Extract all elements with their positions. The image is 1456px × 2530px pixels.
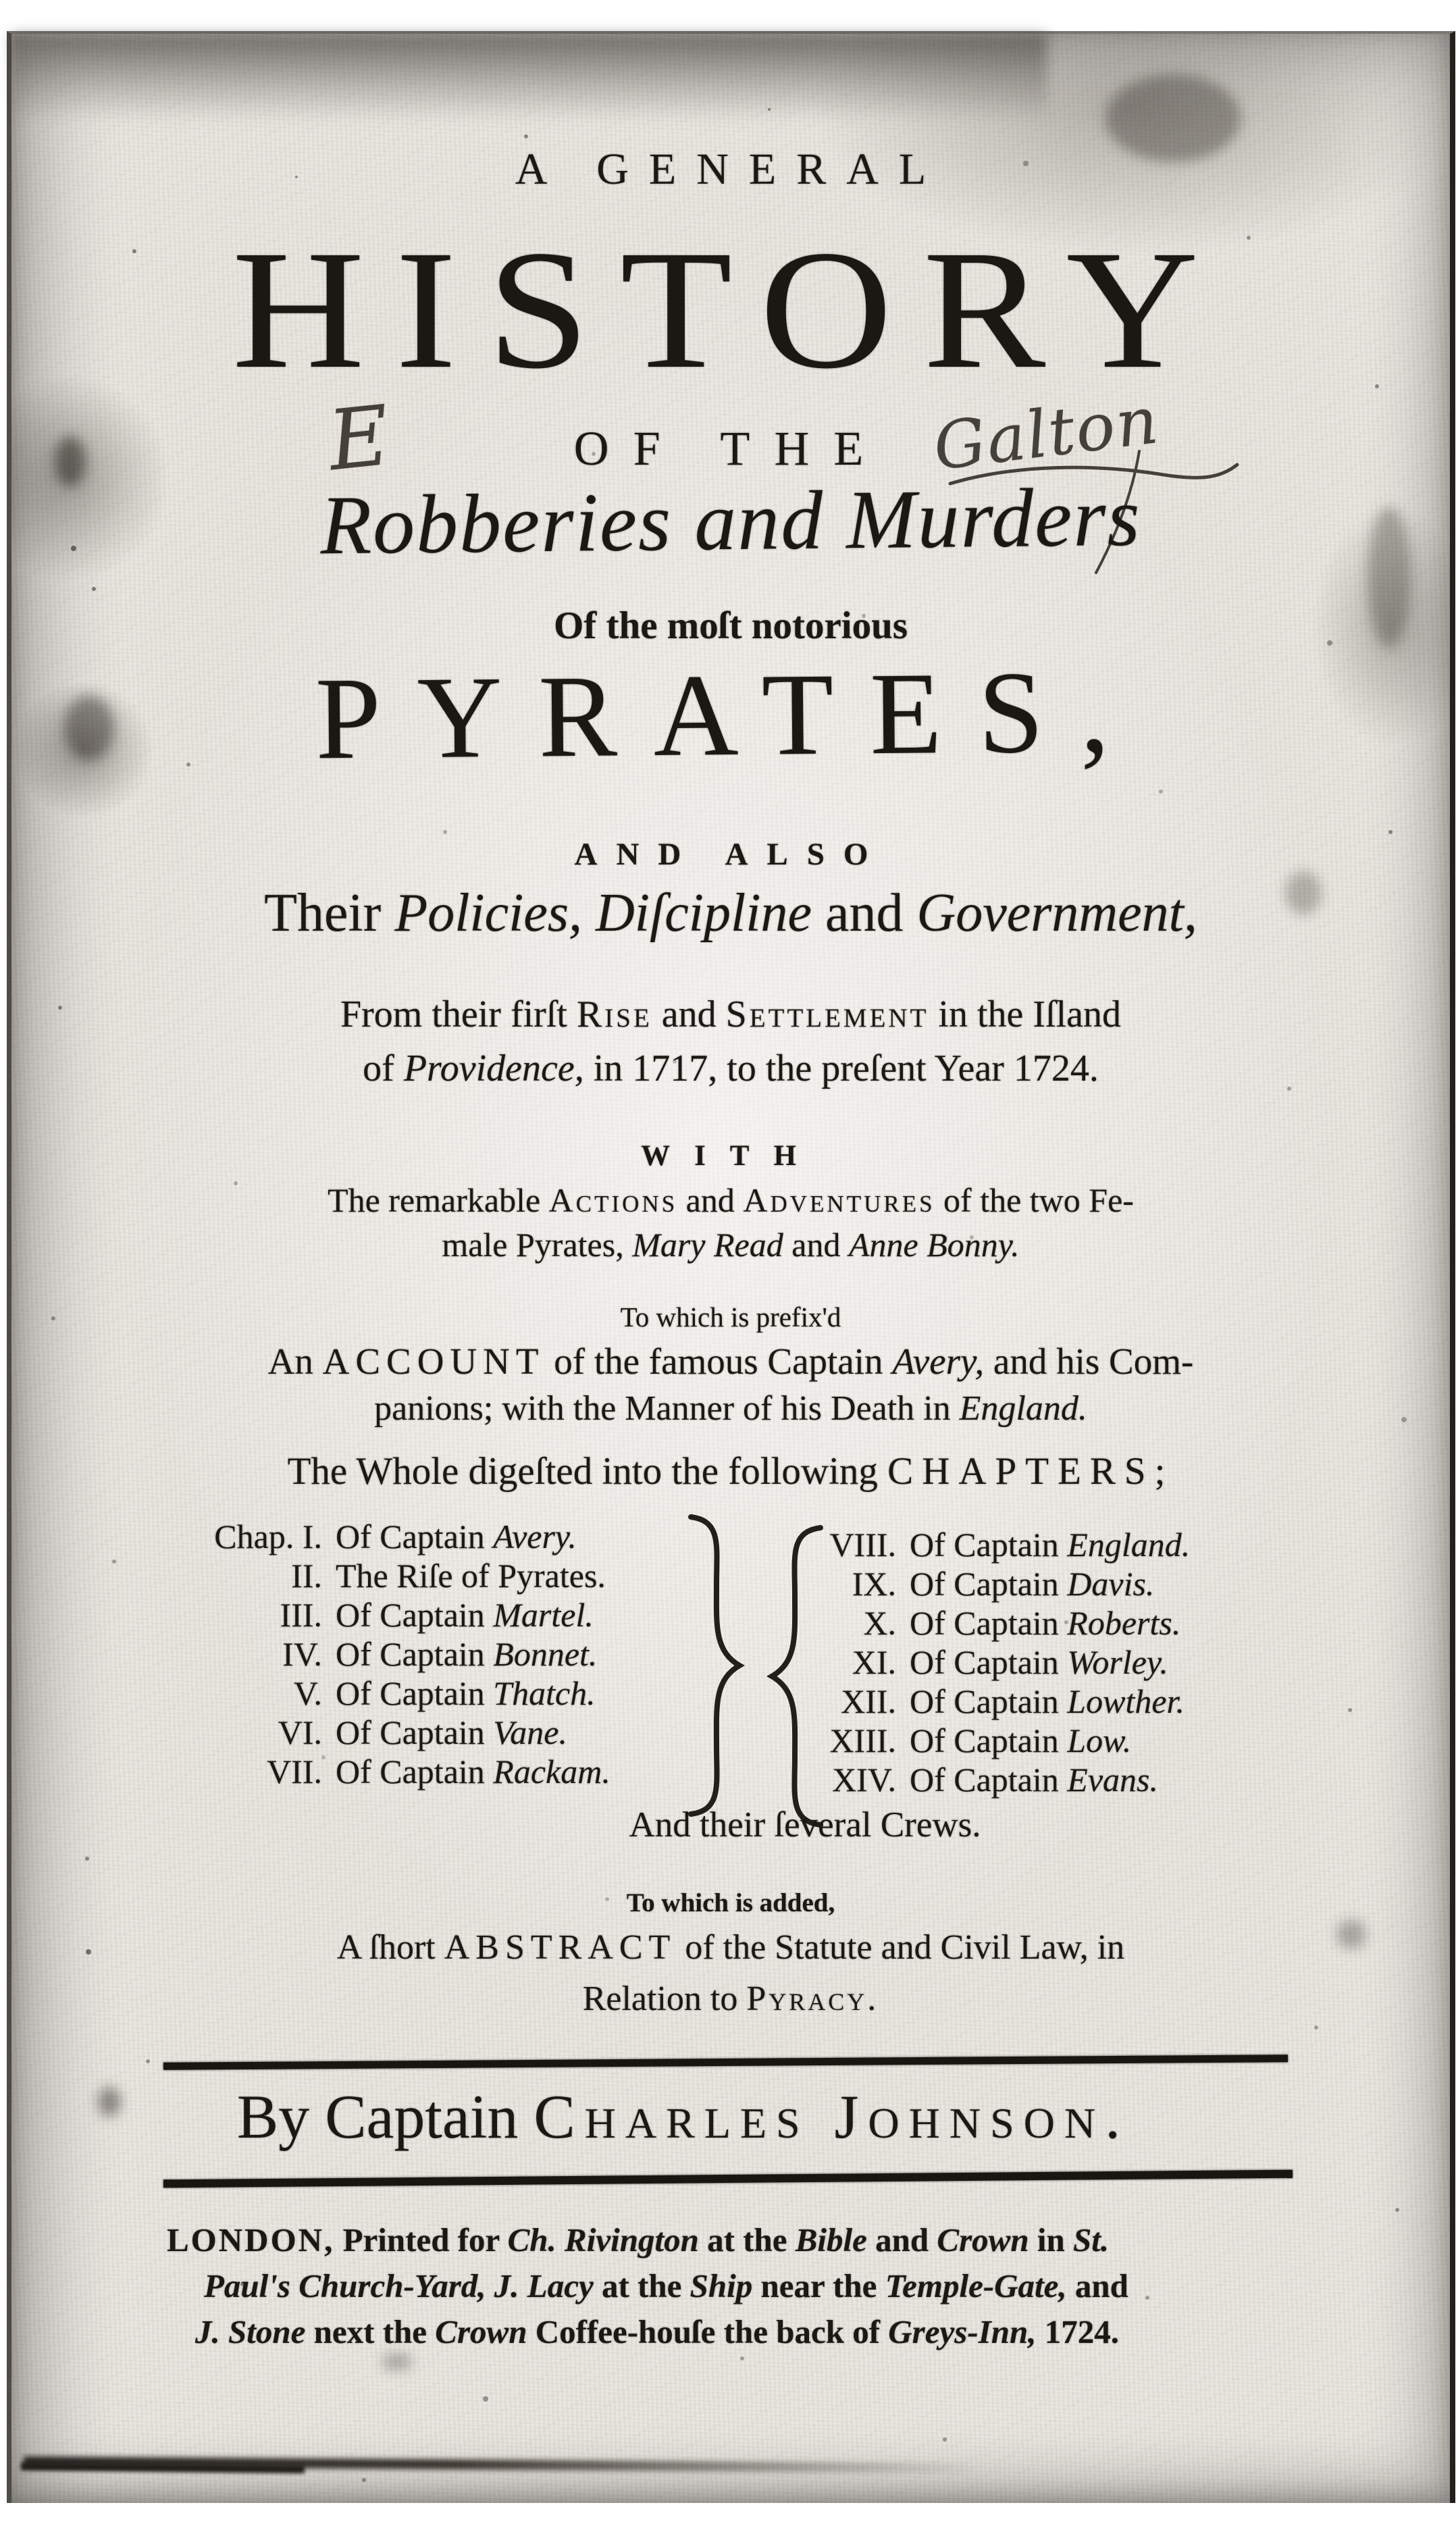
chapter-title — [910, 1525, 1190, 1564]
chapter-number: XIII. — [829, 1722, 896, 1759]
providence-italic: Providence, — [403, 1048, 584, 1089]
chapter-list-left — [165, 1517, 685, 1791]
chapter-text: Of Captain — [910, 1722, 1068, 1759]
captain-name-italic: Davis. — [1067, 1565, 1155, 1603]
chapter-row — [165, 1674, 685, 1713]
remarkable-line-1 — [55, 1183, 1406, 1217]
captain-name-italic: Vane. — [493, 1713, 567, 1751]
remark-part: of the two Fe- — [935, 1181, 1134, 1219]
actions-smallcaps: Actions — [548, 1181, 678, 1219]
abstract-line-1 — [55, 1930, 1406, 1965]
rise-line-1 — [55, 993, 1406, 1035]
imprint-part: near the — [752, 2267, 885, 2304]
of-the-line: OF THE — [573, 421, 888, 475]
chapter-number: X. — [863, 1604, 896, 1642]
imprint-part-italic: J. Stone — [195, 2313, 306, 2350]
chapter-row — [803, 1525, 1303, 1564]
imprint-gate-italic: Temple-Gate, — [885, 2267, 1067, 2304]
digested-line — [55, 1452, 1406, 1491]
left-brace-icon — [681, 1510, 749, 1821]
abstract2-part: Relation to — [582, 1980, 747, 2018]
chapter-title — [910, 1643, 1168, 1682]
avery-italic: Avery, — [892, 1341, 985, 1382]
chapter-title — [910, 1564, 1154, 1603]
captain-name-italic: Lowther. — [1067, 1682, 1185, 1720]
remarkable-line-2 — [55, 1228, 1406, 1262]
chapter-number: Chap. I. — [214, 1518, 322, 1555]
chapter-number: IX. — [852, 1565, 896, 1603]
imprint-city: LONDON, — [167, 2221, 335, 2258]
imprint-line-3 — [195, 2315, 1330, 2348]
chapter-row — [803, 1721, 1303, 1760]
paper-sheet — [7, 31, 1455, 2503]
paper-speckles — [11, 34, 14, 36]
chapter-text: Of Captain — [910, 1565, 1068, 1603]
chapter-title — [336, 1517, 577, 1556]
imprint-inn-italic: Greys-Inn, — [888, 2313, 1037, 2350]
notorious-line: Of the moſt notorious — [553, 604, 908, 647]
adventures-smallcaps: Adventures — [743, 1181, 935, 1219]
chapters-caps: CHAPTERS; — [887, 1450, 1174, 1493]
chapter-text: Of Captain — [910, 1761, 1068, 1799]
crews-line: And their ſeveral Crews. — [629, 1805, 981, 1844]
chapter-title — [910, 1603, 1180, 1643]
chapter-number: V. — [293, 1674, 322, 1712]
chapter-row — [165, 1556, 685, 1595]
imprint-part: at the — [593, 2267, 690, 2304]
captain-name-italic: Low. — [1067, 1722, 1132, 1759]
england-italic: England. — [959, 1389, 1087, 1428]
handwritten-mark: E — [323, 387, 394, 490]
imprint-part: in — [1029, 2221, 1073, 2258]
captain-name-italic: Roberts. — [1067, 1604, 1181, 1642]
chapter-row — [165, 1634, 685, 1674]
chapter-number: XI. — [852, 1643, 896, 1681]
title-kicker: A GENERAL — [515, 145, 947, 194]
chapter-row — [803, 1643, 1303, 1682]
captain-name-italic: Bonnet. — [493, 1635, 598, 1673]
imprint-part-italic: Paul's Church-Yard, J. Lacy — [204, 2267, 594, 2304]
rise-smallcaps: Rise — [576, 993, 652, 1035]
imprint-part: Coffee-houſe the back of — [527, 2313, 889, 2350]
account-line-1 — [55, 1343, 1406, 1380]
author-name: Charles Johnson. — [534, 2082, 1130, 2151]
captain-name-italic: Rackam. — [493, 1753, 610, 1790]
imprint-part: next the — [305, 2313, 436, 2350]
rise2-part: of — [363, 1048, 404, 1089]
handwritten-owner-name: Galton — [929, 382, 1164, 485]
chapter-number: IV. — [282, 1635, 322, 1673]
imprint-part: and — [1066, 2267, 1128, 2304]
chapter-text: Of Captain — [910, 1526, 1068, 1564]
remark-part: The remarkable — [328, 1181, 549, 1219]
policies-part: Their — [264, 883, 395, 943]
settlement-smallcaps: Settlement — [725, 993, 929, 1035]
chapter-number: XIV. — [832, 1761, 896, 1799]
chapter-row — [165, 1713, 685, 1752]
main-title: HISTORY — [232, 215, 1230, 404]
chapter-list-right — [803, 1525, 1303, 1799]
pyrates-title: PYRATES, — [315, 646, 1147, 784]
chapter-title — [336, 1634, 597, 1674]
chapter-title — [910, 1760, 1158, 1799]
policies-part-italic: Policies, Diſcipline — [394, 883, 812, 943]
and-also-line: AND ALSO — [574, 837, 887, 872]
chapter-row — [165, 1752, 685, 1791]
account-part: and his Com- — [984, 1341, 1194, 1382]
account2-part: panions; with the Manner of his Death in — [374, 1389, 960, 1428]
chapter-text: Of Captain — [336, 1753, 494, 1790]
account-line-2 — [55, 1391, 1406, 1426]
digested-part: The Whole digeſted into the following — [287, 1450, 888, 1493]
horizontal-rule-bottom — [163, 2170, 1293, 2188]
chapter-text: Of Captain — [910, 1682, 1068, 1720]
chapter-row — [803, 1760, 1303, 1799]
chapter-title — [910, 1682, 1185, 1721]
imprint-line-2 — [204, 2269, 1338, 2302]
chapter-title — [336, 1713, 567, 1752]
chapter-number: VII. — [267, 1753, 322, 1790]
chapter-title — [910, 1721, 1131, 1760]
chapter-row — [165, 1595, 685, 1634]
author-by: By Captain — [236, 2082, 534, 2151]
abstract-part: A ſhort — [336, 1928, 444, 1967]
chapter-title — [336, 1556, 606, 1595]
author-line — [11, 2082, 1355, 2151]
with-line: WITH — [641, 1140, 821, 1172]
rise-part: in the Iſland — [929, 993, 1121, 1035]
chapter-number: III. — [280, 1596, 322, 1634]
remark2-part: male Pyrates, — [442, 1226, 633, 1264]
rise-line-2 — [55, 1050, 1406, 1087]
pyracy-smallcaps: Pyracy. — [746, 1980, 879, 2018]
imprint-sign-italic: Ship — [690, 2267, 753, 2304]
chapter-text: Of Captain — [336, 1635, 494, 1673]
chapter-row — [803, 1603, 1303, 1643]
scan-shadow-band — [11, 34, 1047, 120]
ink-stain — [382, 2353, 413, 2371]
chapter-number: XII. — [841, 1682, 896, 1720]
account-caps: ACCOUNT — [322, 1341, 545, 1382]
captain-name-italic: Worley. — [1067, 1643, 1168, 1681]
imprint-part-italic: St. — [1072, 2221, 1110, 2258]
chapter-text: Of Captain — [910, 1643, 1068, 1681]
chapter-text: Of Captain — [336, 1674, 494, 1712]
imprint-sign-italic: Crown — [937, 2221, 1029, 2258]
chapter-text: Of Captain — [910, 1604, 1068, 1642]
chapter-text: Of Captain — [336, 1596, 494, 1634]
policies-line — [55, 883, 1406, 943]
chapter-number: VI. — [278, 1713, 322, 1751]
captain-name-italic: Evans. — [1067, 1761, 1158, 1799]
chapter-text: Of Captain — [336, 1518, 494, 1555]
chapter-number: II. — [291, 1557, 322, 1595]
chapter-title — [336, 1752, 610, 1791]
rise-part: and — [652, 993, 726, 1035]
chapter-title — [336, 1595, 594, 1634]
imprint-year: 1724. — [1036, 2313, 1119, 2350]
mary-read-italic: Mary Read — [632, 1226, 783, 1264]
remark-part: and — [677, 1181, 744, 1219]
policies-part-italic: Government, — [916, 883, 1197, 943]
abstract-caps: ABSTRACT — [444, 1928, 677, 1967]
policies-part: and — [811, 883, 917, 943]
chapter-number: VIII. — [829, 1526, 896, 1564]
captain-name-italic: Thatch. — [493, 1674, 596, 1712]
imprint-printer-italic: Ch. Rivington — [507, 2221, 699, 2258]
horizontal-rule-top — [163, 2055, 1288, 2070]
imprint-part: and — [866, 2221, 937, 2258]
captain-name-italic: England. — [1067, 1526, 1191, 1564]
rise-part: From their firſt — [340, 993, 577, 1035]
account-part: An — [267, 1341, 323, 1382]
script-subtitle: Robberies and Murders — [319, 470, 1142, 572]
chapter-row — [803, 1682, 1303, 1721]
chapter-title — [336, 1674, 596, 1713]
imprint-line-1 — [167, 2223, 1328, 2256]
captain-name-italic: Martel. — [493, 1596, 594, 1634]
imprint-sign-italic: Bible — [795, 2221, 867, 2258]
imprint-part: at the — [698, 2221, 796, 2258]
chapter-text: Of Captain — [336, 1713, 494, 1751]
imprint-sign-italic: Crown — [435, 2313, 527, 2350]
rise2-part: in 1717, to the preſent Year 1724. — [583, 1048, 1099, 1089]
captain-name-italic: Avery. — [493, 1518, 577, 1555]
imprint-part: Printed for — [334, 2221, 508, 2258]
prefixd-line: To which is prefix'd — [620, 1301, 841, 1333]
abstract-part: of the Statute and Civil Law, in — [676, 1928, 1125, 1967]
chapter-row — [803, 1564, 1303, 1603]
added-line: To which is added, — [626, 1888, 835, 1917]
chapter-row — [165, 1517, 685, 1556]
remark2-part: and — [783, 1226, 849, 1264]
anne-bonny-italic: Anne Bonny. — [848, 1226, 1020, 1264]
abstract-line-2 — [55, 1982, 1406, 2017]
account-part: of the famous Captain — [544, 1341, 893, 1382]
chapter-text: The Riſe of Pyrates. — [336, 1557, 606, 1595]
